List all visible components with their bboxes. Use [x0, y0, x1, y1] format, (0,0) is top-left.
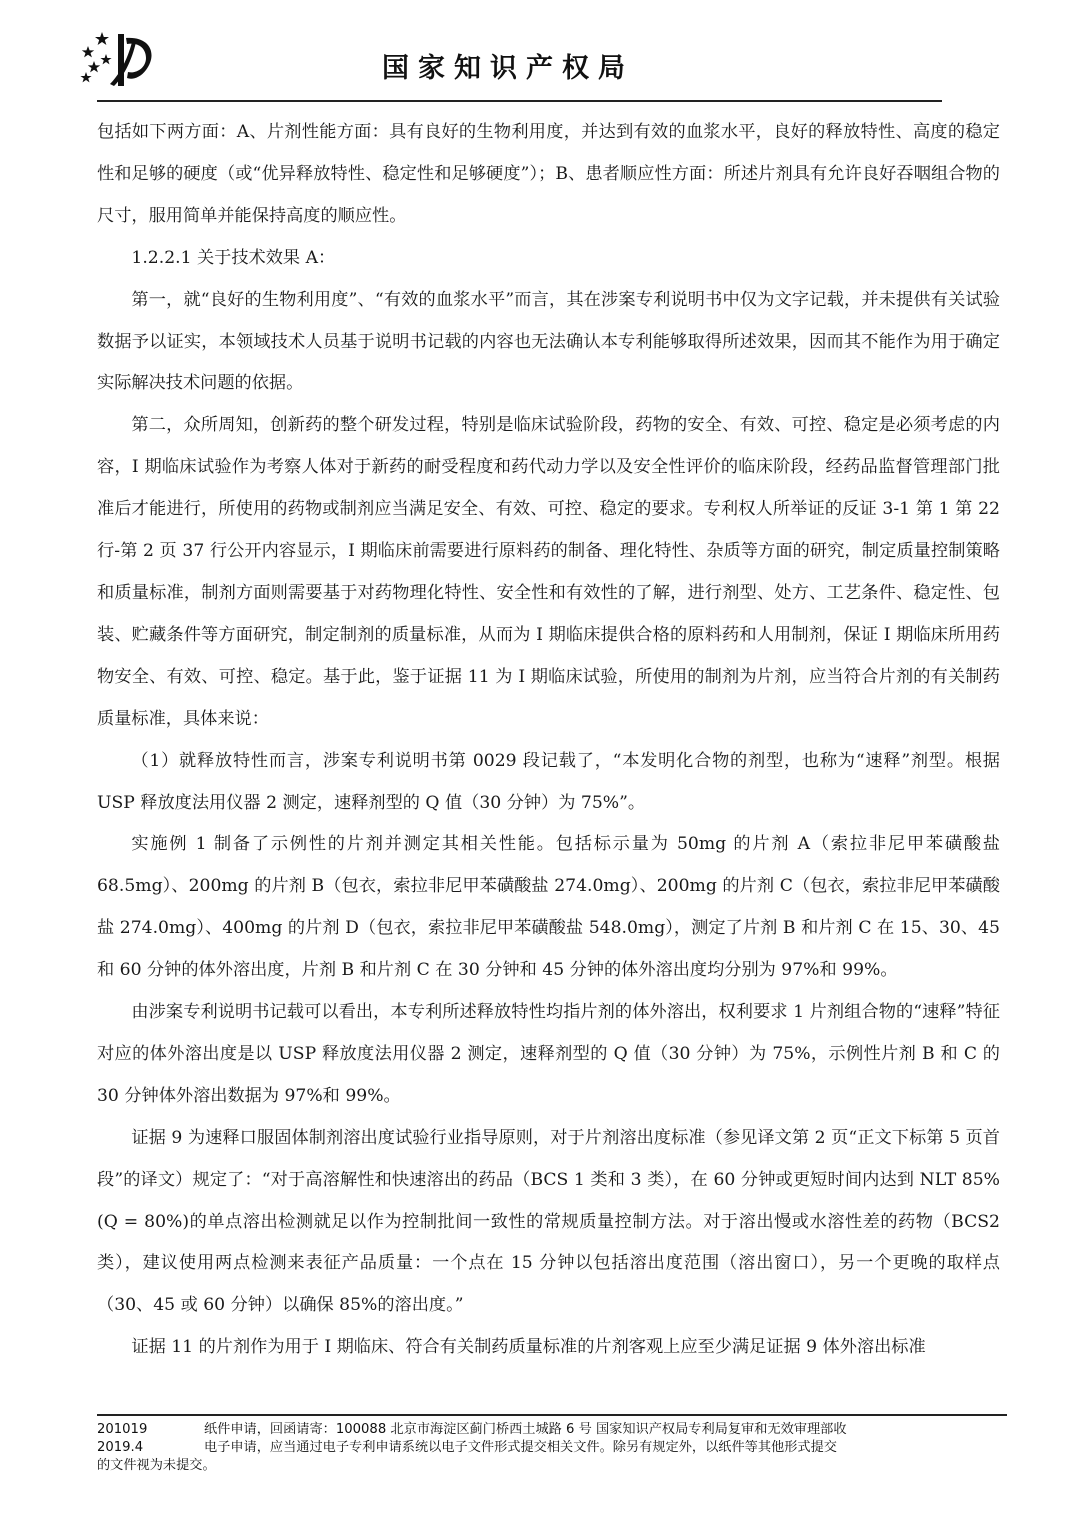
page-footer [97, 1421, 1012, 1475]
footer-continuation: 的文件视为未提交。 [97, 1458, 216, 1473]
paragraph: 第二，众所周知，创新药的整个研发过程，特别是临床试验阶段，药物的安全、有效、可控、稳定是必须考虑的内容，I 期临床试验作为考察人体对于新药的耐受程度和药代动力学以及安全性评价的临床阶段，经药品监督管理部门批准后才能进行，所使用的药物或制剂应当满足安全、有效、可控、稳定的要求。专利权人所举证的反证 3-1 第 1 第 22 行-第 2 页 37 行公开内容显示，I 期临床前需要进行原料药的制备、理化特性、杂质等方面的研究，制定质量控制策略和质量标准，制剂方面则需要基于对药物理化特性、安全性和有效性的了解，进行剂型、处方、工艺条件、稳定性、包装、贮藏条件等方面研究，制定制剂的质量标准，从而为 I 期临床提供合格的原料药和人用制剂，保证 I 期临床所用药物安全、有效、可控、稳定。基于此，鉴于证据 11 为 I 期临床试验，所使用的制剂为片剂，应当符合片剂的有关制药质量标准，具体来说： [97, 415, 1000, 729]
paragraph: 实施例 1 制备了示例性的片剂并测定其相关性能。包括标示量为 50mg 的片剂 A（索拉非尼甲苯磺酸盐 68.5mg）、200mg 的片剂 B（包衣，索拉非尼甲苯磺酸盐 274.0mg）、200mg 的片剂 C（包衣，索拉非尼甲苯磺酸盐 274.0mg）、400mg 的片剂 D（包衣，索拉非尼甲苯磺酸盐 548.0mg），测定了片剂 B 和片剂 C 在 15、30、45 和 60 分钟的体外溶出度，片剂 B 和片剂 C 在 30 分钟和 45 分钟的体外溶出度均分别为 97%和 99%。 [97, 834, 1000, 981]
paragraph: 包括如下两方面：A、片剂性能方面：具有良好的生物利用度，并达到有效的血浆水平，良好的释放特性、高度的稳定性和足够的硬度（或“优异释放特性、稳定性和足够硬度”）；B、患者顺应性方面：所述片剂具有允许良好吞咽组合物的尺寸，服用简单并能保持高度的顺应性。 [97, 122, 1000, 226]
office-name: 国家知识产权局 [382, 53, 634, 84]
footer-row [97, 1439, 1012, 1457]
footer-mail-note: 纸件申请，回函请寄：100088 北京市海淀区蓟门桥西土城路 6 号 国家知识产权局专利局复审和无效审理部收 [204, 1422, 847, 1437]
form-code: 201019 [97, 1422, 148, 1437]
document-body [97, 112, 1000, 1369]
paragraph: 证据 9 为速释口服固体制剂溶出度试验行业指导原则，对于片剂溶出度标准（参见译文第 2 页“正文下标第 5 页首段”的译文）规定了：“对于高溶解性和快速溶出的药品（BCS 1 类和 3 类），在 60 分钟或更短时间内达到 NLT 85% (Q = 80%)的单点溶出检测就足以作为控制批间一致性的常规质量控制方法。对于溶出慢或水溶性差的药物（BCS2 类），建议使用两点检测来表征产品质量：一个点在 15 分钟以包括溶出度范围（溶出窗口），另一个更晚的取样点（30、45 或 60 分钟）以确保 85%的溶出度。” [97, 1127, 1000, 1316]
header-divider [97, 100, 942, 102]
form-version: 2019.4 [97, 1440, 144, 1455]
page-header [0, 0, 1080, 104]
footer-row [97, 1421, 1012, 1439]
footer-electronic-note: 电子申请，应当通过电子专利申请系统以电子文件形式提交相关文件。除另有规定外，以纸件等其他形式提交 [204, 1440, 837, 1455]
cnipa-logo-icon [80, 28, 160, 92]
footer-divider [97, 1414, 1007, 1416]
paragraph: 由涉案专利说明书记载可以看出，本专利所述释放特性均指片剂的体外溶出，权利要求 1 片剂组合物的“速释”特征对应的体外溶出度是以 USP 释放度法用仪器 2 测定，速释剂型的 Q 值（30 分钟）为 75%，示例性片剂 B 和 C 的 30 分钟体外溶出数据为 97%和 99%。 [97, 1002, 1000, 1106]
paragraph: 证据 11 的片剂作为用于 I 期临床、符合有关制药质量标准的片剂客观上应至少满足证据 9 体外溶出标准 [131, 1337, 926, 1358]
section-heading: 1.2.2.1 关于技术效果 A： [131, 247, 336, 268]
paragraph: 第一，就“良好的生物利用度”、“有效的血浆水平”而言，其在涉案专利说明书中仅为文字记载，并未提供有关试验数据予以证实，本领域技术人员基于说明书记载的内容也无法确认本专利能够取得所述效果，因而其不能作为用于确定实际解决技术问题的依据。 [97, 289, 1000, 394]
paragraph: （1）就释放特性而言，涉案专利说明书第 0029 段记载了，“本发明化合物的剂型，也称为“速释”剂型。根据 USP 释放度法用仪器 2 测定，速释剂型的 Q 值（30 分钟）为 75%”。 [97, 750, 1000, 813]
